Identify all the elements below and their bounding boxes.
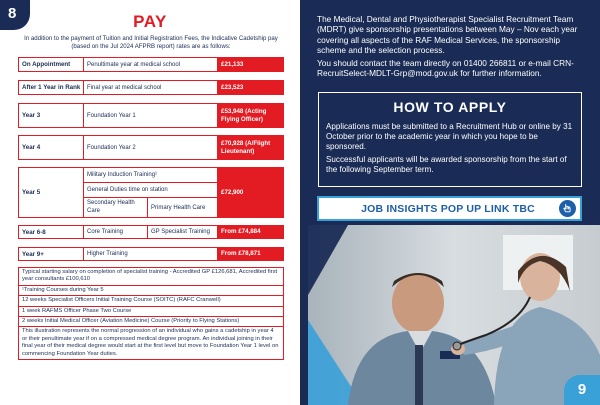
- note-phase-two: 1 week RAFMS Officer Phase Two Course: [19, 307, 283, 317]
- pay-intro: In addition to the payment of Tuition and Initial Registration Fees, the Indicative Cadetship pay (based on the Jul 2024 AFPRB report) rates are as follows:: [24, 35, 278, 50]
- note-aviation-medicine: 2 weeks Initial Medical Officer (Aviation Medicine) Course (Priority to Flying Stations): [19, 317, 283, 327]
- medical-officer-photo: [308, 225, 600, 405]
- year-5-split-cells: [84, 198, 217, 217]
- stage-label: Year 4: [19, 136, 84, 159]
- stage-description: Secondary Health Care: [84, 198, 148, 217]
- pay-row-year-6-8: [18, 225, 284, 239]
- pay-value: From £74,884: [218, 226, 283, 238]
- contact-paragraph: You should contact the team directly on 01400 266811 or e-mail CRN-RecruitSelect-MDLT-Grp@mod.gov.uk for further information.: [317, 58, 574, 79]
- how-to-apply-heading: HOW TO APPLY: [393, 99, 507, 115]
- year-6-8-descriptions: [84, 226, 218, 238]
- note-salary: Typical starting salary on completion of specialist training - Accredited GP £126,681, Accredited first year consultants £100,610: [19, 268, 283, 286]
- pay-row-year-4: [18, 135, 284, 160]
- stage-description: General Duties time on station: [84, 183, 217, 198]
- note-soitc: 12 weeks Specialist Officers Initial Training Course (SOITC) (RAFC Cranwell): [19, 296, 283, 306]
- pay-value: £21,133: [218, 58, 283, 71]
- pay-notes: [18, 267, 284, 360]
- hand-pointer-icon: [559, 200, 576, 217]
- job-insights-button[interactable]: [317, 196, 582, 221]
- stage-description: Final year at medical school: [84, 81, 218, 94]
- note-training-heading: ¹Training Courses during Year 5: [19, 286, 283, 296]
- stage-label: Year 9+: [19, 248, 84, 260]
- stage-description: Penultimate year at medical school: [84, 58, 218, 71]
- page-number-right: 9: [564, 375, 600, 405]
- pay-row-year-3: [18, 103, 284, 128]
- stage-label: After 1 Year in Rank: [19, 81, 84, 94]
- stage-description: GP Specialist Training: [151, 229, 210, 235]
- stage-label: Year 5: [19, 168, 84, 217]
- stage-label: Year 3: [19, 104, 84, 127]
- stage-description: Foundation Year 2: [84, 136, 218, 159]
- pay-row-on-appointment: [18, 57, 284, 72]
- job-insights-label: JOB INSIGHTS POP UP LINK TBC: [361, 202, 535, 215]
- pay-heading: PAY: [133, 12, 167, 31]
- stage-description: Primary Health Care: [151, 204, 206, 211]
- stage-label: On Appointment: [19, 58, 84, 71]
- stage-label: Year 6-8: [19, 226, 84, 238]
- how-to-apply-deadline: Applications must be submitted to a Recruitment Hub or online by 31 October prior to the academic year in which you hope to be sponsored.: [326, 122, 573, 152]
- stage-description: Foundation Year 1: [84, 104, 218, 127]
- stage-description: Higher Training: [84, 248, 218, 260]
- stage-description: Military Induction Training¹: [84, 168, 217, 183]
- pay-row-year-9-plus: [18, 247, 284, 261]
- stage-description: Core Training: [84, 226, 148, 238]
- pay-row-after-1-year: [18, 80, 284, 95]
- mdrt-paragraph: The Medical, Dental and Physiotherapist Specialist Recruitment Team (MDRT) give sponsorship presentations between May – Nov each year covering all aspects of the RAF Medical Services, the sponsorship scheme and the selection process.: [317, 14, 578, 56]
- pay-value: £72,900: [218, 168, 283, 217]
- page-number-left: 8: [0, 0, 30, 30]
- pay-value: From £78,871: [218, 248, 283, 260]
- year-5-descriptions: [84, 168, 218, 217]
- how-to-apply-box: [318, 92, 582, 187]
- pay-value: £70,928 (A/Flight Lieutenant): [218, 136, 283, 159]
- note-illustration: This illustration represents the normal progression of an individual who gains a cadetship in year 4 or their penultimate year if on a compressed medical degree program. An individual joining in their final year of their medical degree would start at the first level but move to Foundation Year 1 level on commencing Foundation Year duties.: [22, 328, 279, 357]
- how-to-apply-sponsorship: Successful applicants will be awarded sponsorship from the start of the following September term.: [326, 155, 567, 175]
- pay-value: £23,523: [218, 81, 283, 94]
- pay-value: £53,948 (Acting Flying Officer): [218, 104, 283, 127]
- pay-row-year-5: [18, 167, 284, 218]
